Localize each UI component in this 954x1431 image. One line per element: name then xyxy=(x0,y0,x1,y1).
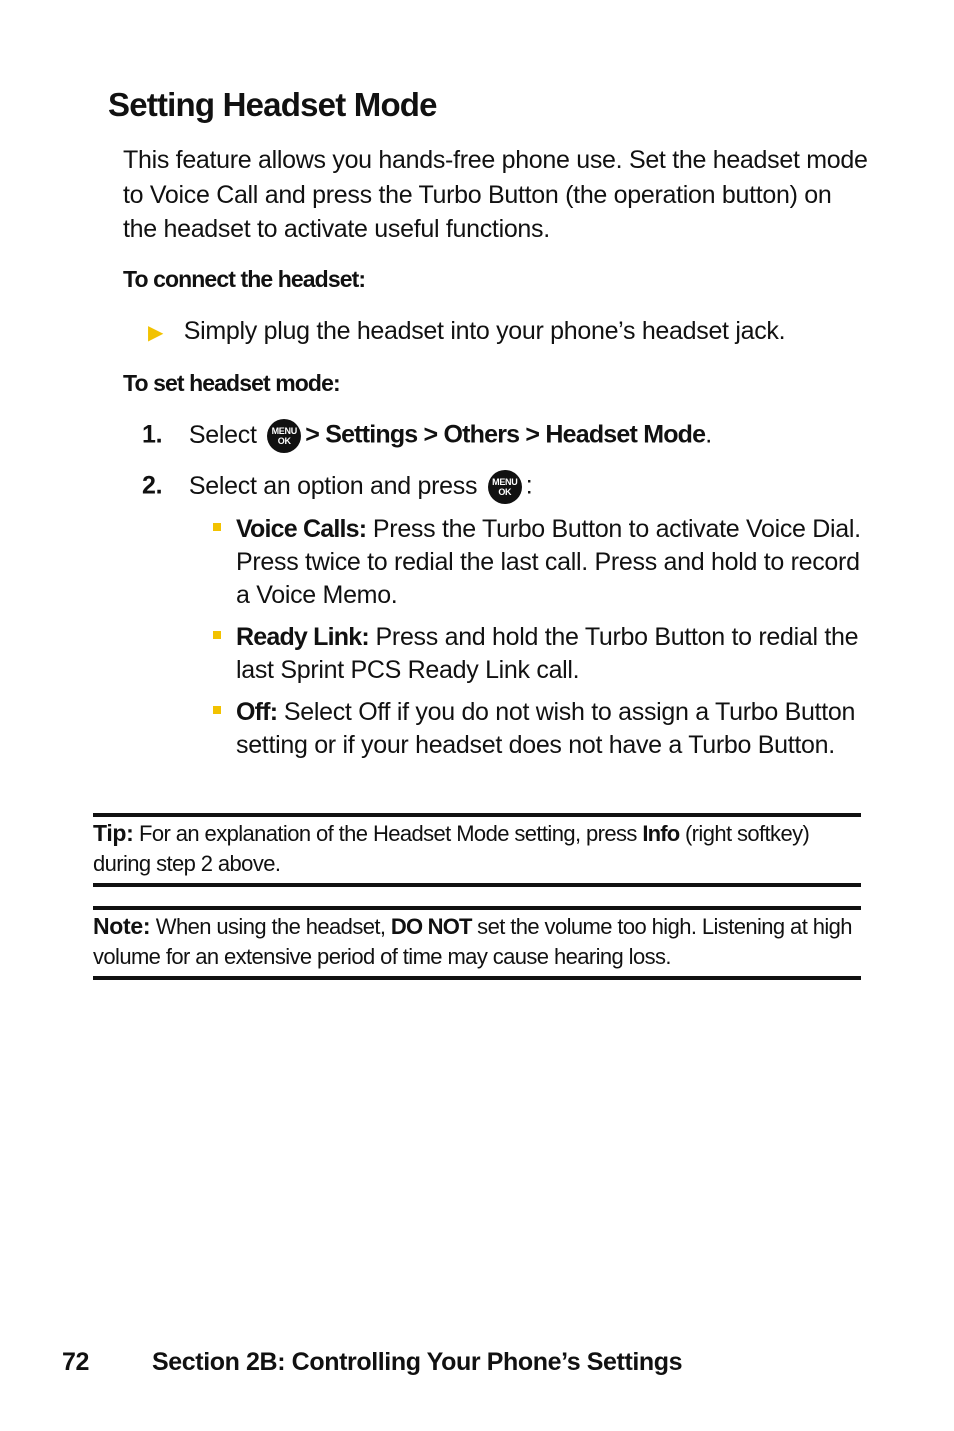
tip-box: Tip: For an explanation of the Headset Mode setting, press Info (right softkey) during step 2 above. xyxy=(93,820,810,876)
tip-top-rule xyxy=(93,813,861,817)
connect-step-text: Simply plug the headset into your phone’s headset jack. xyxy=(183,317,786,345)
option-ready-link: Ready Link: Press and hold the Turbo Button to redial the last Sprint PCS Ready Link call. xyxy=(213,621,863,687)
note-top-rule xyxy=(93,906,861,910)
step-1: 1. Select MENU OK > Settings > Others > Headset Mode. xyxy=(142,419,712,453)
menu-ok-key-icon: MENU OK xyxy=(488,470,522,504)
step-text: Select an option and press xyxy=(188,471,478,500)
step-text: Select xyxy=(188,420,257,449)
note-bottom-rule xyxy=(93,976,861,980)
page-title: Setting Headset Mode xyxy=(108,86,437,123)
tip-bottom-rule xyxy=(93,883,861,887)
step-2: 2. Select an option and press MENU OK : xyxy=(142,470,532,504)
menu-path: > Settings > Others > Headset Mode xyxy=(305,420,706,449)
square-bullet-icon xyxy=(213,523,221,531)
page-number: 72 xyxy=(62,1348,90,1376)
square-bullet-icon xyxy=(213,706,221,714)
do-not-emphasis: DO NOT xyxy=(390,914,472,939)
option-off: Off: Select Off if you do not wish to assign a Turbo Button setting or if your headset does not have a Turbo Button. xyxy=(213,696,863,762)
connect-step xyxy=(148,317,785,346)
intro-paragraph: This feature allows you hands-free phone use. Set the headset mode to Voice Call and press the Turbo Button (the operation button) on the headset to activate useful functions. xyxy=(123,146,868,243)
section-footer: Section 2B: Controlling Your Phone’s Settings xyxy=(152,1348,683,1376)
note-box: Note: When using the headset, DO NOT set the volume too high. Listening at high volume for an extensive period of time may cause hearing loss. xyxy=(93,913,852,969)
info-key-label: Info xyxy=(642,821,680,846)
tip-label: Tip: xyxy=(93,820,134,846)
note-label: Note: xyxy=(93,913,151,939)
square-bullet-icon xyxy=(213,631,221,639)
step-number: 2. xyxy=(142,471,163,500)
step-number: 1. xyxy=(142,420,163,449)
menu-ok-key-icon: MENU OK xyxy=(267,419,301,453)
arrow-bullet-icon: ▶ xyxy=(148,322,164,344)
connect-heading: To connect the headset: xyxy=(123,266,366,292)
option-voice-calls: Voice Calls: Press the Turbo Button to activate Voice Dial. Press twice to redial the last call. Press and hold to record a Voice Memo. xyxy=(213,513,863,612)
set-heading: To set headset mode: xyxy=(123,370,340,396)
